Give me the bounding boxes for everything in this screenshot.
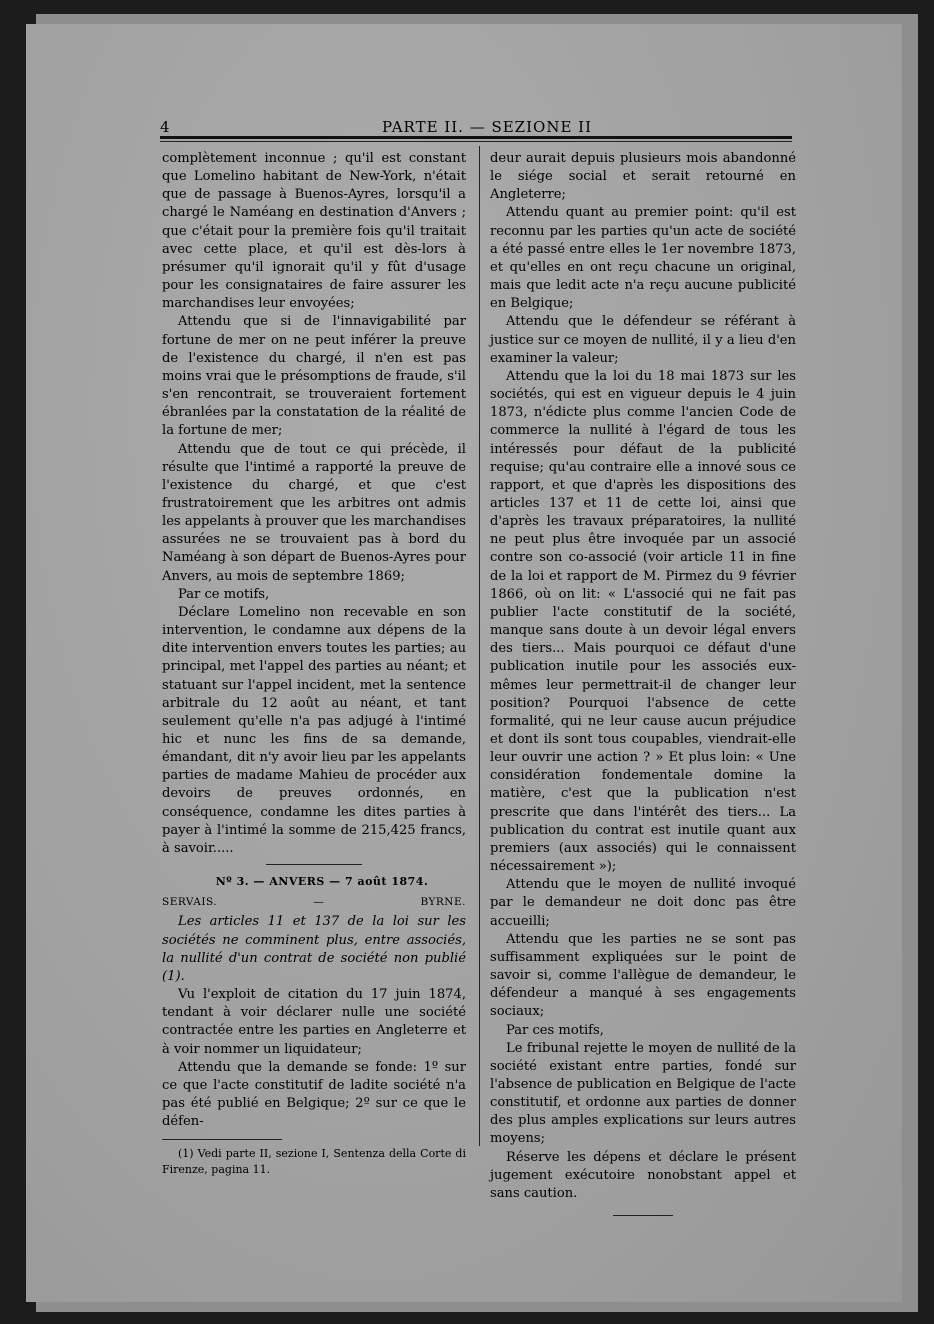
paragraph: Attendu que les parties ne se sont pas suffisamment expliquées sur le point de savoir si, comme l'allègue de demandeur, le défendeur a manqué à ses engagements sociaux; <box>490 931 796 1020</box>
case-parties <box>162 893 466 911</box>
paragraph: Attendu que le moyen de nullité invoqué par le demandeur ne doit donc pas être accueilli; <box>490 877 796 929</box>
paragraph: complètement inconnue ; qu'il est constant que Lomelino habitant de New-York, n'était que de passage à Buenos-Ayres, lorsqu'il a chargé le Naméang en destination d'Anvers ; que c'était pour la première fois qu'il traitait avec cette place, et qu'il est dès-lors à présumer qu'il ignorait qu'il y fût d'usage pour les consignataires de faire assurer les marchandises leur envoyées; <box>162 151 466 312</box>
footnote: (1) Vedi parte II, sezione I, Sentenza della Corte di Firenze, pagina 11. <box>162 1147 466 1177</box>
case-heading: Nº 3. — ANVERS — 7 août 1874. <box>215 875 429 889</box>
end-rule <box>613 1215 673 1216</box>
page-number: 4 <box>160 118 171 136</box>
paragraph: Par ce motifs, <box>178 586 270 602</box>
paragraph: Attendu que de tout ce qui précède, il résulte que l'intimé a rapporté la preuve de l'existence du chargé, et que c'est frustratoirement que les arbitres ont admis les appelants à prouver que les marchandises assurées ne se trouvaient pas à bord du Naméang à son départ de Buenos-Ayres pour Anvers, au mois de septembre 1869; <box>162 441 466 584</box>
paragraph: deur aurait depuis plusieurs mois abandonné le siége social et serait retourné en Angleterre; <box>490 151 796 203</box>
case-summary: Les articles 11 et 137 de la loi sur les sociétés ne comminent plus, entre associés, la nullité d'un contrat de société non publié (1). <box>162 914 466 984</box>
section-rule <box>266 864 362 865</box>
left-column <box>162 150 466 1178</box>
paragraph: Déclare Lomelino non recevable en son intervention, le condamne aux dépens de la dite intervention envers toutes les parties; au principal, met l'appel des parties au néant; et statuant sur l'appel incident, met la sentence arbitrale du 12 août au néant, et tant seulement qu'elle n'a pas adjugé à l'intimé hic et nunc les fins de sa demande, émandant, dit n'y avoir lieu par les appelants parties de madame Mahieu de procéder aux devoirs de preuves ordonnés, en conséquence, condamne les dites parties à payer à l'intimé la somme de 215,425 francs, à savoir..... <box>162 604 466 856</box>
paragraph: Attendu que la loi du 18 mai 1873 sur les sociétés, qui est en vigueur depuis le 4 juin 1873, n'édicte plus comme l'ancien Code de commerce la nullité à l'égard de tous les intéressés pour défaut de la publicité requise; qu'au contraire elle a innové sous ce rapport, et que d'après les dispositions des articles 137 et 11 de cette loi, ainsi que d'après les travaux préparatoires, la nullité ne peut plus être invoquée par un associé contre son co-associé (voir article 11 in fine de la loi et rapport de M. Pirmez du 9 février 1866, où on lit: « L'associé qui ne fait pas publier l'acte constitutif de la société, manque sans doute à un devoir légal envers des tiers... Mais pourquoi ce défaut d'une publication inutile pour les associés eux-mêmes leur permettrait-il de changer leur position? Pourquoi l'absence de cette formalité, qui ne leur cause aucun préjudice et dont ils sont tous coupables, viendrait-elle leur ouvrir une action ? » Et plus loin: « Une considération fondementale domine la matière, c'est que la publication n'est prescrite que dans l'intérêt des tiers... La publication du contrat est inutile quant aux premiers (aux associés) qui le connaissent nécessairement »); <box>490 368 796 875</box>
paragraph: Le fribunal rejette le moyen de nullité de la société existant entre parties, fondé sur l'absence de publication en Belgique de l'acte constitutif, et ordonne aux parties de donner des plus amples explications sur leurs autres moyens; <box>490 1040 796 1147</box>
header-rule-thick <box>160 136 792 139</box>
party-defendant: BYRNE. <box>420 896 466 909</box>
footnote-rule <box>162 1139 282 1140</box>
column-divider <box>479 146 480 1146</box>
paragraph: Attendu que la demande se fonde: 1º sur ce que l'acte constitutif de ladite société n'a pas été publié en Belgique; 2º sur ce que le défen- <box>162 1059 466 1130</box>
party-separator: — <box>313 896 325 909</box>
right-column <box>490 150 796 1216</box>
paragraph: Attendu que le défendeur se référant à justice sur ce moyen de nullité, il y a lieu d'en examiner la valeur; <box>490 314 796 366</box>
paragraph: Par ces motifs, <box>506 1022 604 1038</box>
paragraph: Attendu quant au premier point: qu'il est reconnu par les parties qu'un acte de société a été passé entre elles le 1er novembre 1873, et qu'elles en ont reçu chacune un original, mais que ledit acte n'a reçu aucune publicité en Belgique; <box>490 205 796 312</box>
party-plaintiff: SERVAIS. <box>162 896 218 909</box>
header-rule-thin <box>160 141 792 142</box>
paragraph: Vu l'exploit de citation du 17 juin 1874, tendant à voir déclarer nulle une société contractée entre les parties en Angleterre et à voir nommer un liquidateur; <box>162 987 466 1057</box>
running-title: PARTE II. — SEZIONE II <box>382 118 593 136</box>
paragraph: Réserve les dépens et déclare le présent jugement exécutoire nonobstant appel et sans caution. <box>490 1149 796 1201</box>
paragraph: Attendu que si de l'innavigabilité par fortune de mer on ne peut inférer la preuve de l'existence du chargé, il n'en est pas moins vrai que le présomptions de fraude, s'il s'en rencontrait, se trouveraient fortement ébranlées par la constatation de la réalité de la fortune de mer; <box>162 314 466 439</box>
